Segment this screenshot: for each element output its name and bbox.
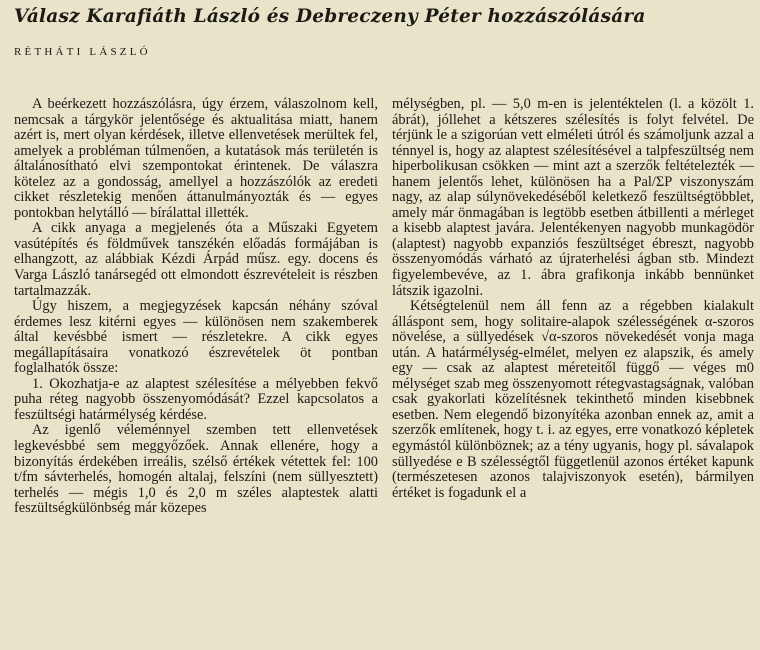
paragraph: A cikk anyaga a megjelenés óta a Műszaki Egyetem vasútépítés és földművek tanszékén előadás formájában is elhangzott, az alábbiak Kézdi Árpád műsz. egy. docens és Varga László tanársegéd ott elmondott észrevételeit is részben tartalmazzák. [14, 220, 378, 299]
paragraph: A beérkezett hozzászólásra, úgy érzem, válaszolnom kell, nemcsak a tárgykör jelentősége és aktualitása miatt, hanem azért is, mert olyan kérdések, illetve ellenvetések merültek fel, amelyek a probléman túlmenően, a kutatások más területén is általánosítható elvi szempontokat érintenek. De válaszra kötelez az a gondosság, amellyel a hozzászólók az eredeti cikket részletekig menően áttanulmányozták és — egyes pontokban helytálló — bírálattal illették. [14, 96, 378, 221]
paragraph: mélységben, pl. — 5,0 m-en is jelentéktelen (l. a közölt 1. ábrát), jóllehet a kétszeres szélesítés is folyt felvétel. De térjünk le a szigorúan vett elméleti útról és számoljunk azzal a ténnyel is, hogy az alaptest szélesítésével a talpfeszültség nem hiperbolikusan csökken — mint azt a szerzők feltételezték — hanem jelentős lehet, különösen ha a Pal/ΣP viszonyszám nagy, az alap súlynövekedéséből keletkező feszültségtöbblet, amely már önmagában is legtöbb esetben átbillenti a mérleget a kisebb alaptest javára. Jelentékenyen nagyobb munkagödör (alaptest) nagyobb expanziós feszültséget ébreszt, nagyobb összenyomódás várható az újraterhelési ágban stb. Mindezt figyelembevéve, az 1. ábra grafikonja inkább bennünket látszik igazolni. [392, 96, 754, 299]
left-column [14, 97, 378, 517]
paragraph: Kétségtelenül nem áll fenn az a régebben kialakult álláspont sem, hogy solitaire-alapok szélességének α-szoros növelése, a süllyedések √α-szoros növekedését vonja maga után. A határmélység-elmélet, melyen ez alapszik, és amely egy — csak az alaptest méreteitől függő — véges m0 mélységet szab meg összenyomott rétegvastagságnak, valóban csak gyakorlati közelítésnek tekinthető minden kisebbnek esetben. Nem elegendő bizonyítéka azonban ennek az, amit a szerzők említenek, hogy t. i. az egyes, erre vonatkozó képletek egymástól különböznek; az a tény ugyanis, hogy pl. sávalapok süllyedése e B szélességtől függetlenül azonos értéket kapunk (természetesen azonos talajviszonyok esetén), bármilyen értéket is fogadunk el a [392, 298, 754, 501]
paragraph: Az igenlő véleménnyel szemben tett ellenvetések legkevésbbé sem meggyőzőek. Annak ellenére, hogy a bizonyítás érdekében irreális, szélső értékek vétettek fel: 100 t/fm sávterhelés, homogén altalaj, felszíni (nem süllyesztett) terhelés — mégis 1,0 és 2,0 m széles alaptestek alatti feszültségkülönbség már közepes [14, 422, 378, 517]
paragraph: Úgy hiszem, a megjegyzések kapcsán néhány szóval érdemes lesz kitérni egyes — különösen nem szakemberek által kevésbbé ismert — részletekre. A cikk egyes megállapításaira vonatkozó észrevételek öt pontban foglalhatók össze: [14, 298, 378, 377]
article-author: RÉTHÁTI LÁSZLÓ [14, 46, 151, 58]
right-column [392, 97, 754, 501]
article-title: Válasz Karafiáth László és Debreczeny Péter hozzászólására [14, 6, 646, 27]
paragraph: 1. Okozhatja-e az alaptest szélesítése a mélyebben fekvő puha réteg nagyobb összenyomódását? Ezzel kapcsolatos a feszültségi határmélység kérdése. [14, 375, 378, 423]
